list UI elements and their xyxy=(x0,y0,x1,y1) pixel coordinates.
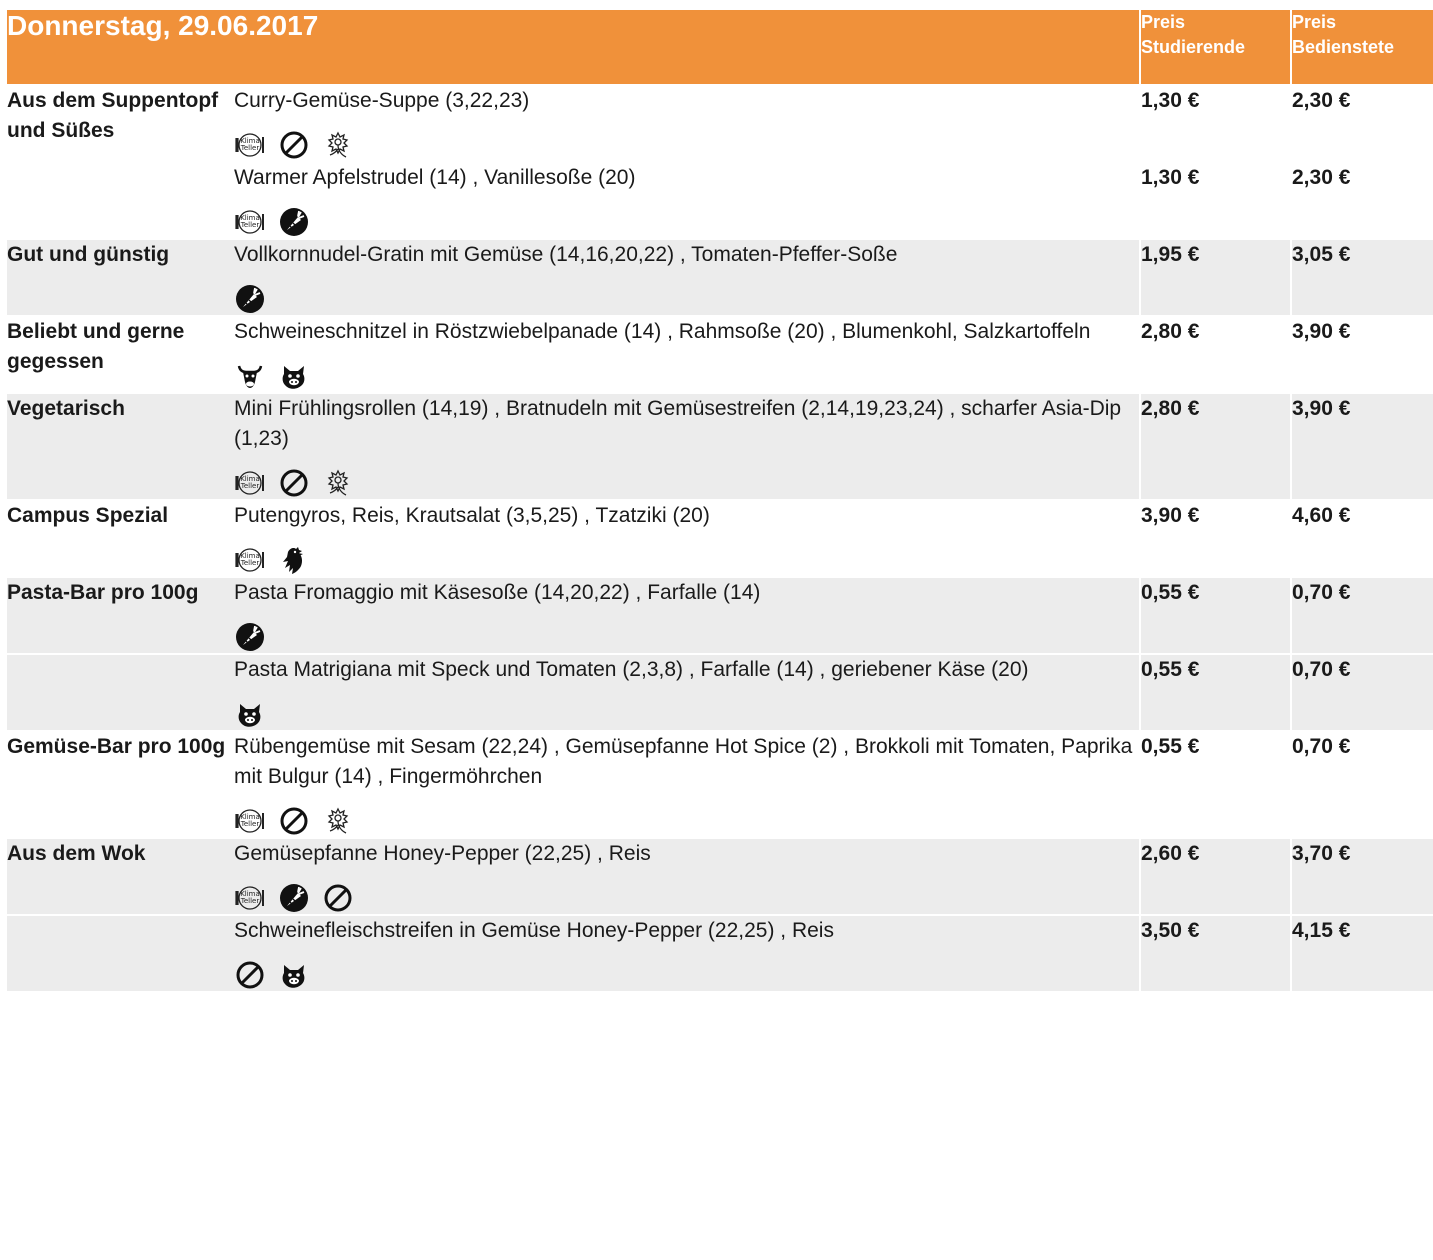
dish-cell xyxy=(234,316,1140,393)
dish-icons xyxy=(234,621,1139,653)
dish-description: Pasta Fromaggio mit Käsesoße (14,20,22) , Farfalle (14) xyxy=(234,581,761,604)
dish-description: Warmer Apfelstrudel (14) , Vanillesoße (20) xyxy=(234,166,636,189)
menu-row xyxy=(7,915,1433,991)
price-students: 0,55 € xyxy=(1140,731,1291,838)
svg-text:Teller: Teller xyxy=(240,482,260,490)
dish-description: Mini Frühlingsrollen (14,19) , Bratnudeln mit Gemüsestreifen (2,14,19,23,24) , scharfer Asia-Dip (1,23) xyxy=(234,397,1122,450)
dish-cell xyxy=(234,654,1140,731)
menu-row xyxy=(7,85,1433,162)
svg-text:Teller: Teller xyxy=(240,559,260,567)
no-gluten-icon xyxy=(322,882,354,914)
dish-cell xyxy=(234,239,1140,316)
pork-icon xyxy=(278,959,310,991)
menu-header xyxy=(7,10,1433,85)
dish-description: Putengyros, Reis, Krautsalat (3,5,25) , Tzatziki (20) xyxy=(234,504,710,527)
category-label xyxy=(7,162,234,239)
price-staff: 2,30 € xyxy=(1291,162,1433,239)
vegetarian-carrot-icon xyxy=(234,283,266,315)
pork-icon xyxy=(278,360,310,392)
klimateller-icon xyxy=(234,544,266,576)
price-students: 3,50 € xyxy=(1140,915,1291,991)
vegan-flower-icon xyxy=(322,467,354,499)
price-staff-header xyxy=(1291,10,1433,85)
klimateller-icon xyxy=(234,206,266,238)
price-students: 1,30 € xyxy=(1140,85,1291,162)
klimateller-icon xyxy=(234,882,266,914)
price-staff: 4,15 € xyxy=(1291,915,1433,991)
menu-row xyxy=(7,731,1433,838)
svg-text:Klima: Klima xyxy=(240,475,260,483)
price-staff: 3,90 € xyxy=(1291,316,1433,393)
price-students: 2,80 € xyxy=(1140,393,1291,500)
category-label xyxy=(7,915,234,991)
price-staff-header-line1: Preis xyxy=(1292,12,1337,32)
dish-description: Vollkornnudel-Gratin mit Gemüse (14,16,20,22) , Tomaten-Pfeffer-Soße xyxy=(234,243,898,266)
dish-cell xyxy=(234,393,1140,500)
svg-text:Klima: Klima xyxy=(240,552,260,560)
dish-icons xyxy=(234,206,1139,238)
svg-text:Klima: Klima xyxy=(240,813,260,821)
price-staff: 0,70 € xyxy=(1291,654,1433,731)
vegan-flower-icon xyxy=(322,129,354,161)
category-label: Vegetarisch xyxy=(7,393,234,500)
dish-cell xyxy=(234,162,1140,239)
klimateller-icon xyxy=(234,467,266,499)
price-staff: 0,70 € xyxy=(1291,731,1433,838)
price-students: 1,30 € xyxy=(1140,162,1291,239)
menu-row xyxy=(7,838,1433,915)
menu-row xyxy=(7,654,1433,731)
price-staff: 3,05 € xyxy=(1291,239,1433,316)
category-label: Gemüse-Bar pro 100g xyxy=(7,731,234,838)
menu-row xyxy=(7,162,1433,239)
svg-text:Klima: Klima xyxy=(240,214,260,222)
vegetarian-carrot-icon xyxy=(234,621,266,653)
dish-cell xyxy=(234,85,1140,162)
dish-description: Pasta Matrigiana mit Speck und Tomaten (2,3,8) , Farfalle (14) , geriebener Käse (20) xyxy=(234,658,1029,681)
price-students-header xyxy=(1140,10,1291,85)
klimateller-icon xyxy=(234,129,266,161)
menu-row xyxy=(7,577,1433,654)
svg-text:Teller: Teller xyxy=(240,144,260,152)
price-students: 2,60 € xyxy=(1140,838,1291,915)
svg-text:Teller: Teller xyxy=(240,820,260,828)
price-students: 2,80 € xyxy=(1140,316,1291,393)
no-gluten-icon xyxy=(278,129,310,161)
svg-text:Teller: Teller xyxy=(240,221,260,229)
dish-icons xyxy=(234,283,1139,315)
dish-icons xyxy=(234,544,1139,576)
poultry-icon xyxy=(278,544,310,576)
menu-date: Donnerstag, 29.06.2017 xyxy=(7,10,1140,85)
klimateller-icon xyxy=(234,805,266,837)
price-students-header-line2: Studierende xyxy=(1141,37,1246,57)
price-staff: 0,70 € xyxy=(1291,577,1433,654)
menu-table xyxy=(7,10,1433,991)
no-gluten-icon xyxy=(278,467,310,499)
dish-description: Curry-Gemüse-Suppe (3,22,23) xyxy=(234,89,530,112)
price-staff: 2,30 € xyxy=(1291,85,1433,162)
menu-row xyxy=(7,393,1433,500)
dish-description: Gemüsepfanne Honey-Pepper (22,25) , Reis xyxy=(234,842,651,865)
price-staff: 3,90 € xyxy=(1291,393,1433,500)
price-students: 0,55 € xyxy=(1140,577,1291,654)
dish-cell xyxy=(234,500,1140,577)
no-gluten-icon xyxy=(278,805,310,837)
dish-icons xyxy=(234,882,1139,914)
dish-description: Schweineschnitzel in Röstzwiebelpanade (14) , Rahmsoße (20) , Blumenkohl, Salzkartoffeln xyxy=(234,320,1091,343)
menu-row xyxy=(7,239,1433,316)
price-staff-header-line2: Bedienstete xyxy=(1292,37,1395,57)
vegan-flower-icon xyxy=(322,805,354,837)
dish-cell xyxy=(234,915,1140,991)
vegetarian-carrot-icon xyxy=(278,882,310,914)
svg-text:Klima: Klima xyxy=(240,137,260,145)
beef-icon xyxy=(234,360,266,392)
dish-icons xyxy=(234,360,1139,392)
price-students-header-line1: Preis xyxy=(1141,12,1186,32)
dish-cell xyxy=(234,731,1140,838)
svg-text:Teller: Teller xyxy=(240,897,260,905)
dish-description: Rübengemüse mit Sesam (22,24) , Gemüsepfanne Hot Spice (2) , Brokkoli mit Tomaten, Paprika mit Bulgur (14) , Fingermöhrchen xyxy=(234,735,1133,788)
menu-row xyxy=(7,500,1433,577)
price-students: 1,95 € xyxy=(1140,239,1291,316)
pork-icon xyxy=(234,698,266,730)
category-label: Gut und günstig xyxy=(7,239,234,316)
category-label xyxy=(7,654,234,731)
dish-cell xyxy=(234,838,1140,915)
dish-description: Schweinefleischstreifen in Gemüse Honey-Pepper (22,25) , Reis xyxy=(234,919,834,942)
dish-icons xyxy=(234,805,1139,837)
dish-cell xyxy=(234,577,1140,654)
no-gluten-icon xyxy=(234,959,266,991)
dish-icons xyxy=(234,129,1139,161)
price-students: 0,55 € xyxy=(1140,654,1291,731)
price-staff: 3,70 € xyxy=(1291,838,1433,915)
vegetarian-carrot-icon xyxy=(278,206,310,238)
dish-icons xyxy=(234,698,1139,730)
category-label: Pasta-Bar pro 100g xyxy=(7,577,234,654)
category-label: Beliebt und gerne gegessen xyxy=(7,316,234,393)
svg-text:Klima: Klima xyxy=(240,890,260,898)
category-label: Aus dem Wok xyxy=(7,838,234,915)
category-label: Campus Spezial xyxy=(7,500,234,577)
price-staff: 4,60 € xyxy=(1291,500,1433,577)
price-students: 3,90 € xyxy=(1140,500,1291,577)
dish-icons xyxy=(234,467,1139,499)
menu-row xyxy=(7,316,1433,393)
dish-icons xyxy=(234,959,1139,991)
category-label: Aus dem Suppentopf und Süßes xyxy=(7,85,234,162)
